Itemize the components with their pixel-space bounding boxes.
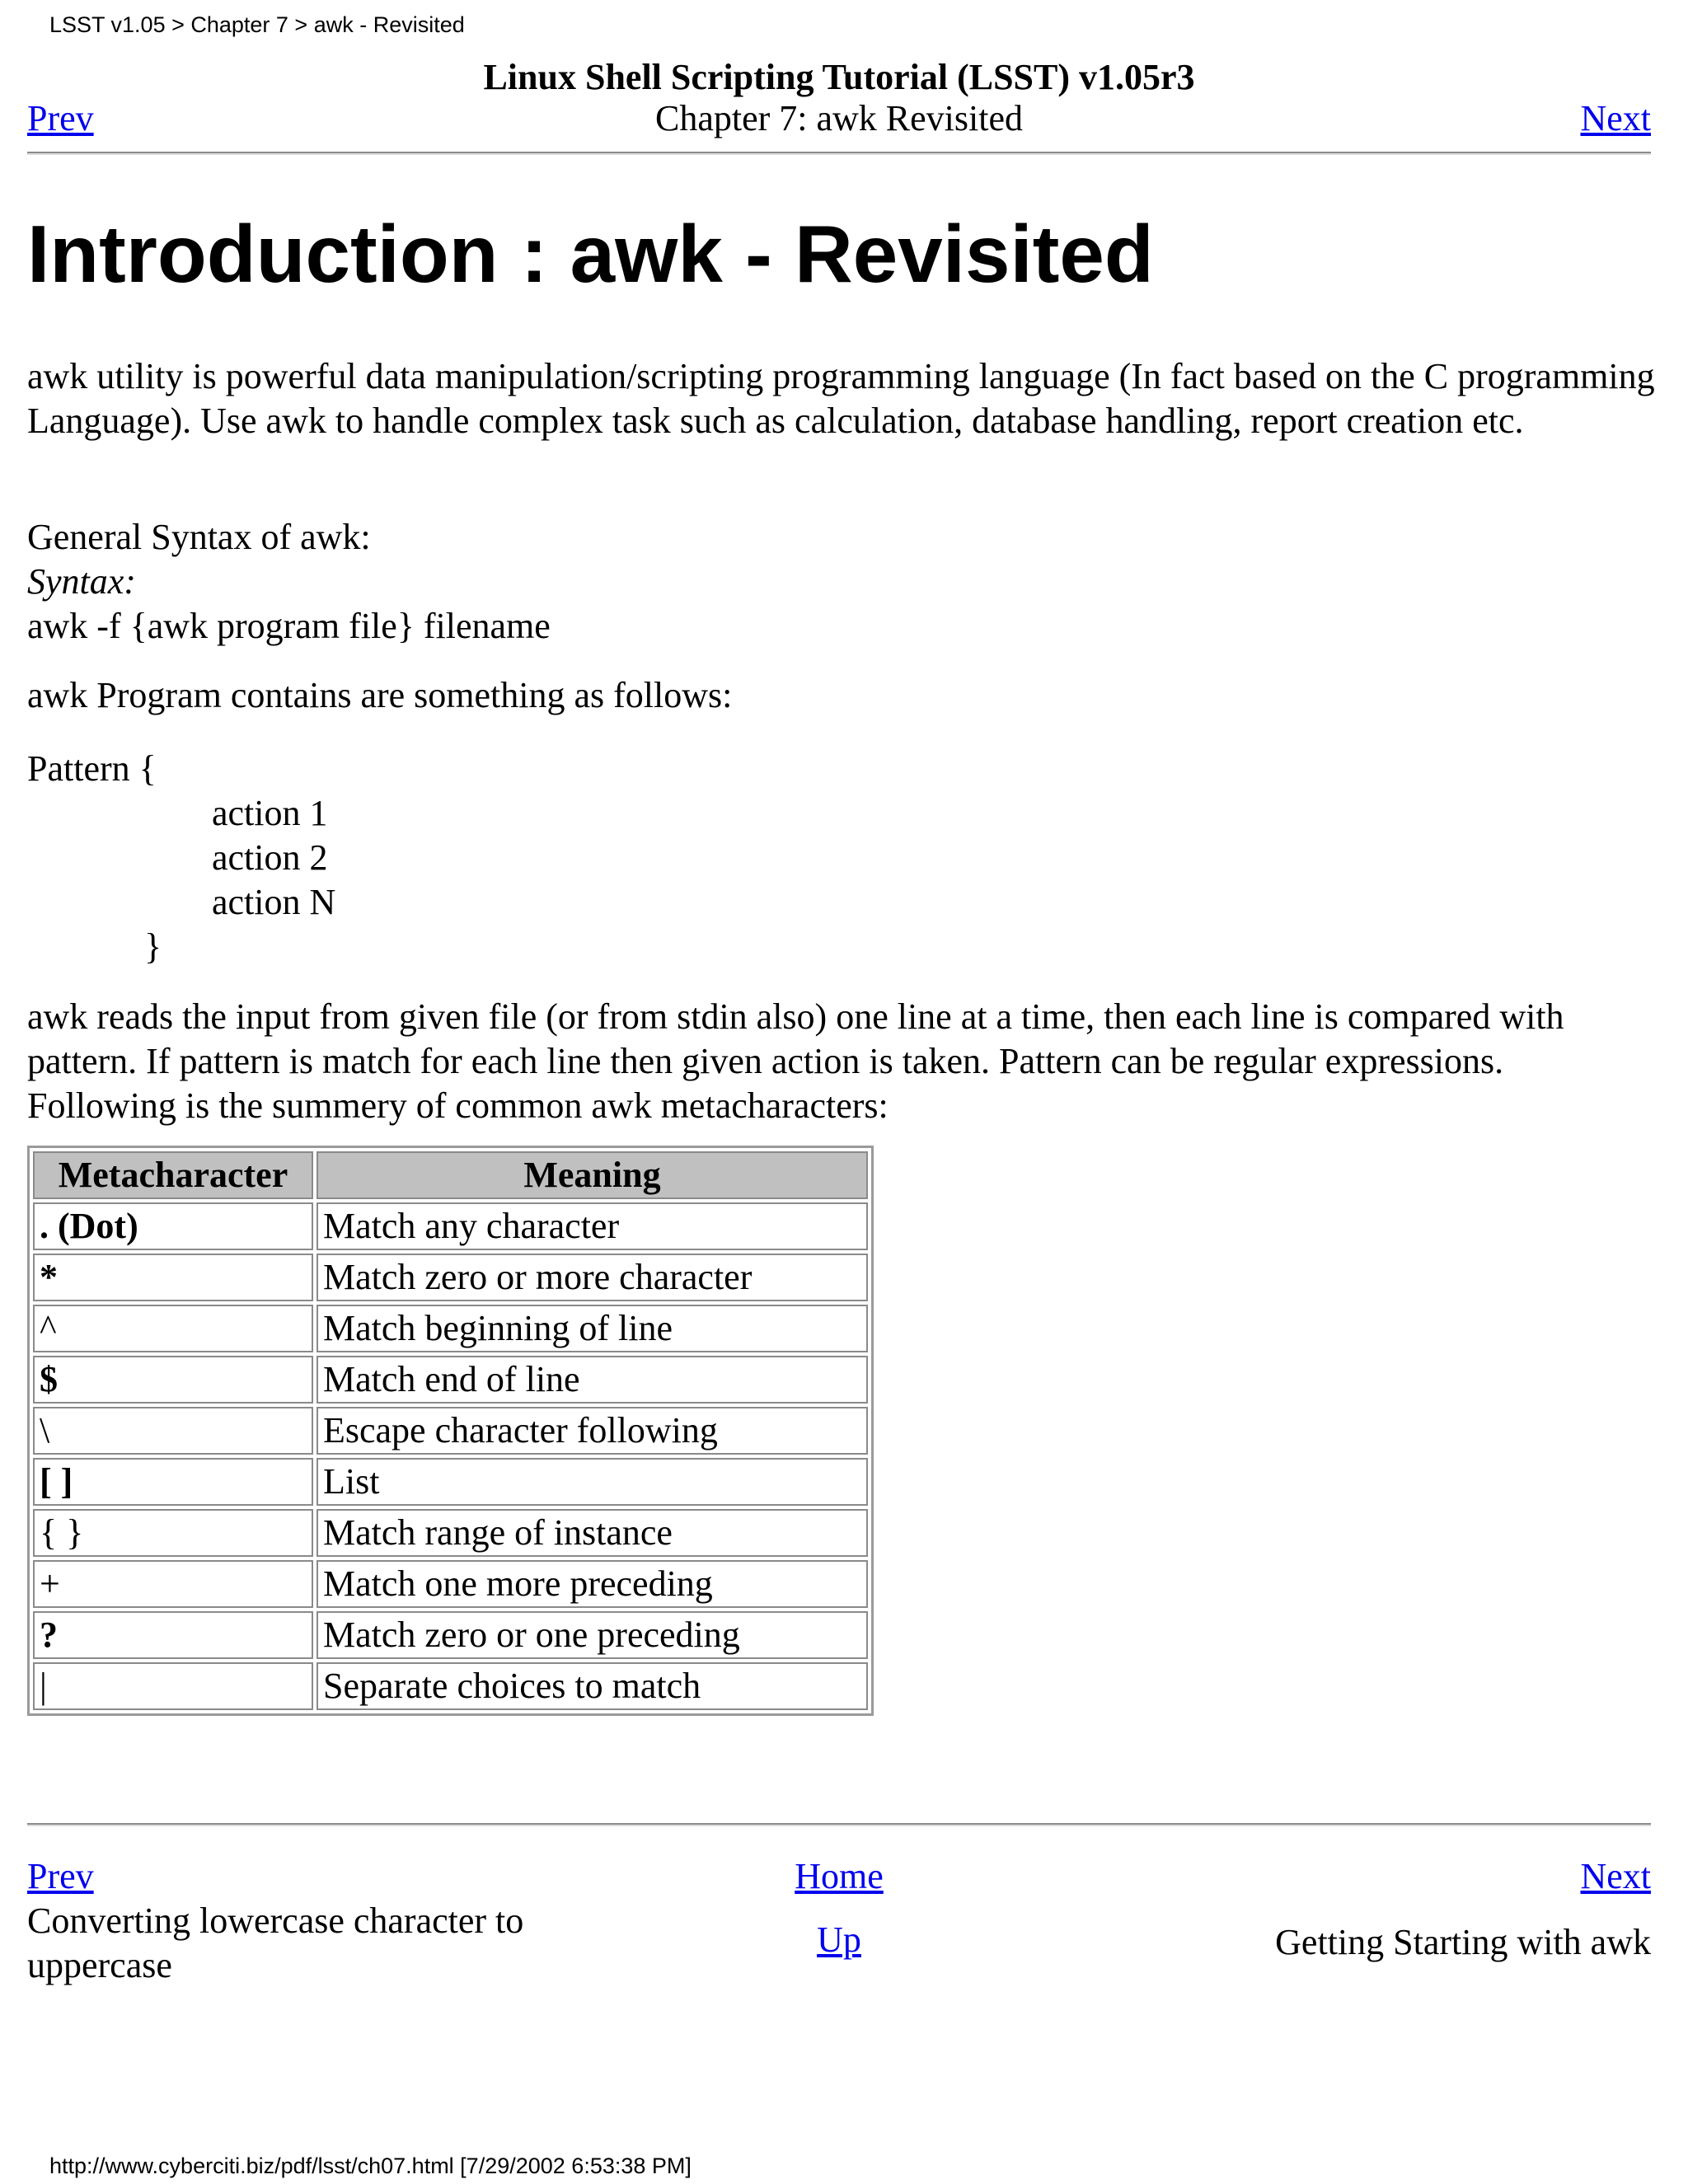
top-navigation bbox=[27, 56, 1651, 147]
book-title: Linux Shell Scripting Tutorial (LSST) v1.05r3 bbox=[483, 57, 1195, 97]
next-description: Getting Starting with awk bbox=[1275, 1922, 1651, 1962]
metacharacter-cell: ? bbox=[33, 1611, 313, 1659]
intro-paragraph: awk utility is powerful data manipulation/scripting programming language (In fact based on the C programming Language). Use awk to handle complex task such as calculation, database handling, report creation etc. bbox=[27, 356, 1655, 441]
up-link[interactable]: Up bbox=[817, 1919, 861, 1960]
syntax-command: awk -f {awk program file} filename bbox=[27, 606, 551, 646]
table-row bbox=[33, 1407, 868, 1455]
print-header: LSST v1.05 > Chapter 7 > awk - Revisited bbox=[49, 12, 465, 37]
meaning-cell: Match beginning of line bbox=[316, 1305, 868, 1352]
meaning-cell: Match one more preceding bbox=[316, 1560, 868, 1608]
header-meaning: Meaning bbox=[316, 1151, 868, 1199]
program-action-1: action 1 bbox=[212, 793, 328, 833]
table-row bbox=[33, 1560, 868, 1608]
syntax-label: Syntax: bbox=[27, 561, 136, 602]
meaning-cell: Match any character bbox=[316, 1202, 868, 1250]
metacharacter-table bbox=[27, 1146, 874, 1716]
bottom-navigation bbox=[27, 1854, 1651, 1986]
table-row bbox=[33, 1662, 868, 1710]
table-row bbox=[33, 1305, 868, 1352]
header-metacharacter: Metacharacter bbox=[33, 1151, 313, 1199]
prev-description: Converting lowercase character to uppercase bbox=[27, 1900, 524, 1985]
meaning-cell: List bbox=[316, 1458, 868, 1506]
program-pattern-open: Pattern { bbox=[27, 748, 157, 789]
table-row bbox=[33, 1509, 868, 1557]
meaning-cell: Match end of line bbox=[316, 1356, 868, 1404]
table-row bbox=[33, 1458, 868, 1506]
meaning-cell: Match range of instance bbox=[316, 1509, 868, 1557]
metacharacter-cell: { } bbox=[33, 1509, 313, 1557]
page-title: Introduction : awk - Revisited bbox=[27, 209, 1154, 299]
metacharacter-cell: . (Dot) bbox=[33, 1202, 313, 1250]
next-link-top[interactable]: Next bbox=[1580, 98, 1651, 138]
print-footer: http://www.cyberciti.biz/pdf/lsst/ch07.html [7/29/2002 6:53:38 PM] bbox=[49, 2154, 692, 2178]
metacharacter-cell: | bbox=[33, 1662, 313, 1710]
bottom-divider bbox=[27, 1823, 1651, 1826]
metacharacter-cell: $ bbox=[33, 1356, 313, 1404]
syntax-general: General Syntax of awk: bbox=[27, 517, 371, 557]
explanation-paragraph: awk reads the input from given file (or from stdin also) one line at a time, then each line is compared with pattern. If pattern is match for each line then given action is taken. Pattern can be regular expressions. Following is the summery of common awk metacharacters: bbox=[27, 996, 1564, 1126]
metacharacter-cell: [ ] bbox=[33, 1458, 313, 1506]
prev-link-top[interactable]: Prev bbox=[27, 98, 94, 138]
metacharacter-cell: ^ bbox=[33, 1305, 313, 1352]
table-header-row bbox=[33, 1151, 868, 1199]
meaning-cell: Match zero or more character bbox=[316, 1254, 868, 1301]
chapter-title: Chapter 7: awk Revisited bbox=[654, 98, 1023, 138]
meaning-cell: Separate choices to match bbox=[316, 1662, 868, 1710]
metacharacter-cell: \ bbox=[33, 1407, 313, 1455]
prev-link-bottom[interactable]: Prev bbox=[27, 1856, 94, 1896]
table-row bbox=[33, 1356, 868, 1404]
metacharacter-cell: + bbox=[33, 1560, 313, 1608]
table-row bbox=[33, 1611, 868, 1659]
meaning-cell: Match zero or one preceding bbox=[316, 1611, 868, 1659]
metacharacter-cell: * bbox=[33, 1254, 313, 1301]
program-action-n: action N bbox=[212, 882, 336, 922]
home-link[interactable]: Home bbox=[795, 1856, 884, 1896]
program-intro: awk Program contains are something as follows: bbox=[27, 675, 733, 715]
table-row bbox=[33, 1254, 868, 1301]
syntax-block bbox=[27, 515, 1655, 649]
program-action-2: action 2 bbox=[212, 837, 328, 878]
program-close-brace: } bbox=[144, 926, 162, 967]
table-row bbox=[33, 1202, 868, 1250]
next-link-bottom[interactable]: Next bbox=[1580, 1856, 1651, 1896]
meaning-cell: Escape character following bbox=[316, 1407, 868, 1455]
top-divider bbox=[27, 152, 1651, 155]
